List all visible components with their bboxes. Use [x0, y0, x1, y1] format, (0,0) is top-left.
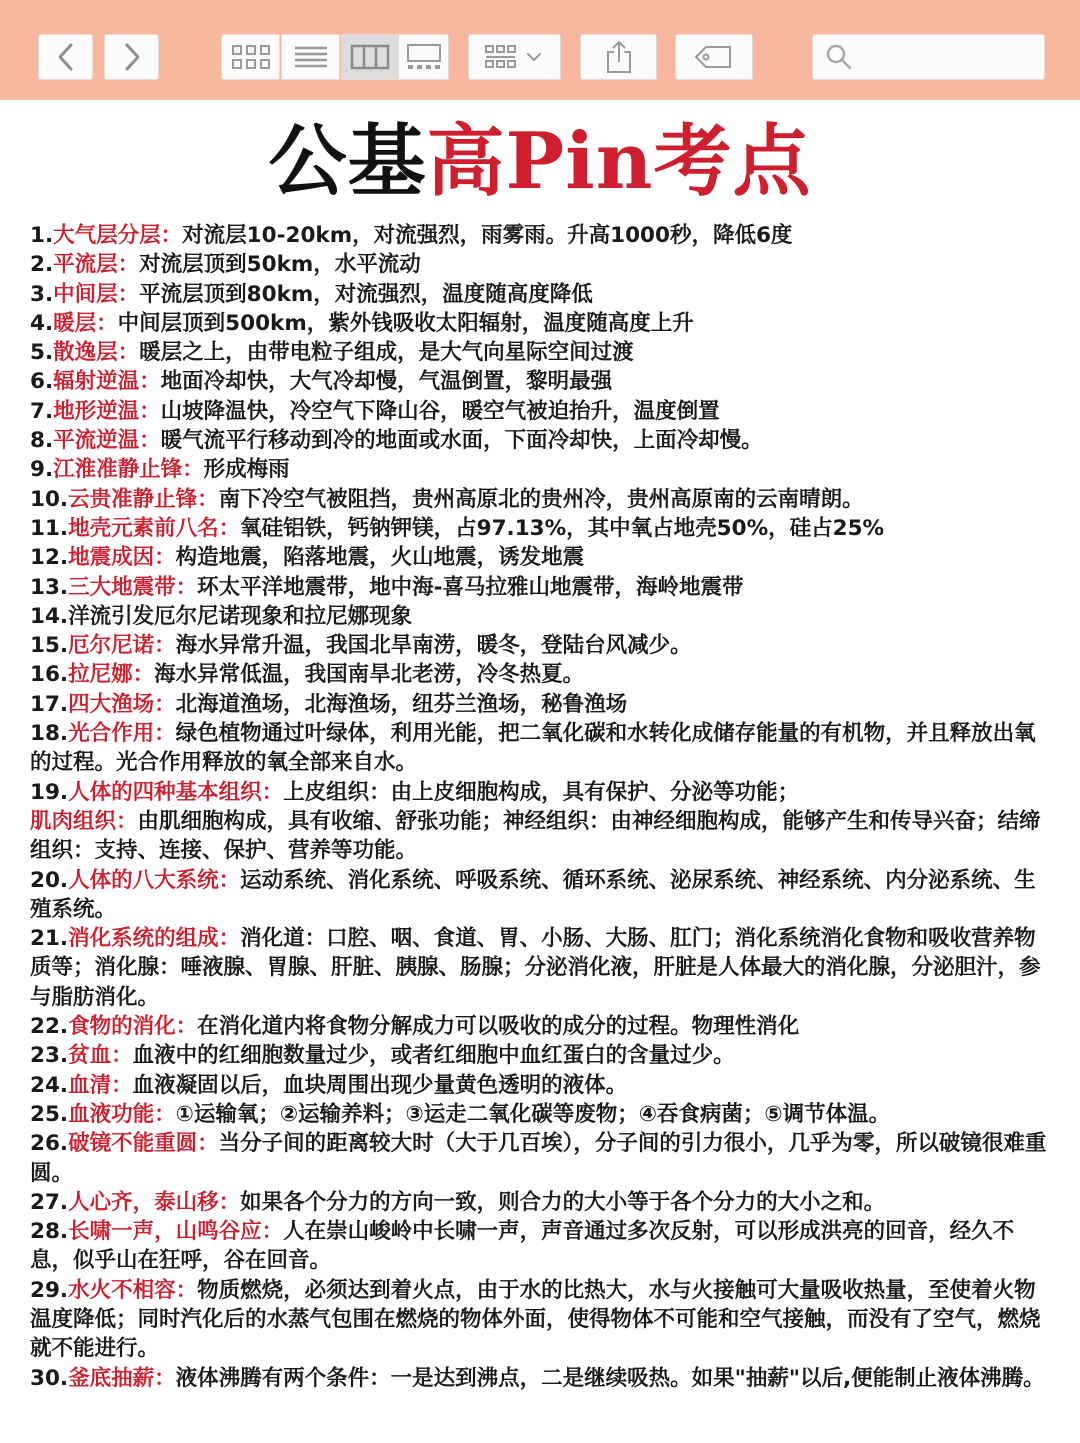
item-number: 4. [30, 310, 54, 336]
item-description: 液体沸腾有两个条件：一是达到沸点，二是继续吸热。如果"抽薪"以后,便能制止液体沸腾。 [175, 1365, 1045, 1391]
item-term: 云贵准静止锋： [68, 486, 219, 512]
item-term: 水火不相容： [68, 1277, 198, 1303]
item-description: 山坡降温快，冷空气下降山谷，暖空气被迫抬升，温度倒置 [160, 398, 720, 424]
item-description: 绿色植物通过叶绿体，利用光能，把二氧化碳和水转化成储存能量的有机物，并且释放出氧的过程。光合作用释放的氧全部来自水。 [30, 721, 1036, 776]
item-term: 人心齐，泰山移： [68, 1189, 241, 1215]
item-description: 南下冷空气被阻挡，贵州高原北的贵州冷，贵州高原南的云南晴朗。 [218, 486, 864, 512]
item-description: 中间层顶到500km，紫外钱吸收太阳辐射，温度随高度上升 [117, 310, 694, 336]
page-title-red: 高Pin考点 [426, 116, 812, 207]
item-term: 四大渔场： [68, 691, 176, 717]
list-item [30, 631, 1055, 660]
tag-button[interactable] [675, 34, 753, 80]
item-number: 11. [30, 515, 69, 541]
item-number: 9. [30, 457, 54, 483]
finder-toolbar [0, 0, 1080, 100]
share-icon [604, 40, 634, 74]
gallery-view-icon [405, 43, 443, 71]
item-number: 2. [30, 252, 54, 278]
list-item [30, 1041, 1055, 1070]
item-number: 12. [30, 545, 69, 571]
view-grid-button[interactable] [221, 34, 280, 80]
column-view-icon [350, 44, 390, 70]
item-number: 28. [30, 1219, 69, 1245]
item-number: 18. [30, 721, 69, 747]
item-description: 暖气流平行移动到冷的地面或水面，下面冷却快，上面冷却慢。 [160, 428, 763, 454]
item-term: 长啸一声，山鸣谷应： [68, 1219, 284, 1245]
item-number: 20. [30, 867, 69, 893]
item-number: 25. [30, 1101, 69, 1127]
item-description: 洋流引发厄尔尼诺现象和拉尼娜现象 [68, 603, 413, 629]
item-description: 上皮组织：由上皮细胞构成，具有保护、分泌等功能； [283, 779, 800, 805]
page-title-black: 公基 [268, 116, 427, 207]
item-description: 环太平洋地震带，地中海-喜马拉雅山地震带，海岭地震带 [197, 574, 744, 600]
item-term: 拉尼娜： [68, 662, 155, 688]
item-number: 14. [30, 603, 69, 629]
item-number: 30. [30, 1365, 69, 1391]
item-description: 人在崇山峻岭中长啸一声，声音通过多次反射，可以形成洪亮的回音，经久不息，似乎山在狂呼，谷在回音。 [30, 1219, 1015, 1274]
item-term: 光合作用： [68, 721, 176, 747]
item-description: 物质燃烧，必须达到着火点，由于水的比热大，水与火接触可大量吸收热量，至使着火物温度降低；同时汽化后的水蒸气包围在燃烧的物体外面，使得物体不可能和空气接触，而没有了空气，燃烧就不能进行。 [30, 1277, 1041, 1362]
item-description: 如果各个分力的方向一致，则合力的大小等于各个分力的大小之和。 [240, 1189, 886, 1215]
search-field[interactable] [812, 34, 1045, 80]
item-term: 釜底抽薪： [68, 1365, 176, 1391]
list-item [30, 367, 1055, 396]
list-item [30, 719, 1055, 778]
share-button[interactable] [580, 34, 657, 80]
item-description: 对流层10-20km，对流强烈，雨雾雨。升高1000秒，降低6度 [182, 223, 793, 248]
item-description: 消化道：口腔、咽、食道、胃、小肠、大肠、肛门；消化系统消化食物和吸收营养物质等；消化腺：唾液腺、胃腺、肝脏、胰腺、肠腺；分泌消化液，肝脏是人体最大的消化腺，分泌胆汁，参与脂肪消化。 [30, 926, 1041, 1010]
item-number: 22. [30, 1014, 69, 1040]
item-term: 地壳元素前八名： [68, 515, 241, 541]
list-item [30, 573, 1055, 602]
item-term: 地形逆温： [53, 398, 161, 424]
group-by-button[interactable] [468, 34, 561, 80]
item-number: 5. [30, 340, 54, 366]
list-item [30, 426, 1055, 455]
list-item [30, 602, 1055, 631]
list-item [30, 866, 1055, 925]
list-item [30, 1364, 1055, 1393]
group-by-icon [482, 43, 548, 71]
item-number: 10. [30, 486, 69, 512]
list-item [30, 250, 1055, 279]
item-number: 27. [30, 1189, 69, 1215]
item-term: 地震成因： [68, 545, 176, 571]
item-term: 破镜不能重圆： [68, 1131, 219, 1157]
list-item [30, 1012, 1055, 1041]
item-number: 3. [30, 281, 54, 307]
item-number: 6. [30, 369, 54, 395]
chevron-right-icon [121, 42, 143, 72]
list-item [30, 690, 1055, 719]
item-term: 江淮准静止锋： [53, 457, 204, 483]
item-term: 消化系统的组成： [68, 926, 241, 952]
back-button[interactable] [38, 34, 93, 80]
tag-icon [694, 44, 734, 70]
list-item [30, 543, 1055, 572]
item-term: 散逸层： [53, 340, 140, 366]
item-description: 海水异常低温，我国南旱北老涝，冷冬热夏。 [154, 662, 585, 688]
item-description: 由肌细胞构成，具有收缩、舒张功能；神经组织：由神经细胞构成，能够产生和传导兴奋；结缔组织：支持、连接、保护、营养等功能。 [30, 808, 1041, 864]
list-item [30, 338, 1055, 367]
item-term: 平流层： [53, 252, 140, 278]
list-item [30, 514, 1055, 543]
item-number: 8. [30, 428, 54, 454]
list-item [30, 778, 1055, 807]
item-term: 暖层： [53, 310, 118, 336]
list-item [30, 485, 1055, 514]
list-item [30, 1217, 1055, 1276]
search-icon [825, 43, 853, 71]
list-item [30, 1188, 1055, 1217]
item-term: 三大地震带： [68, 574, 198, 600]
list-item [30, 924, 1055, 1012]
list-item [30, 1100, 1055, 1129]
item-term: 肌肉组织： [30, 808, 138, 834]
item-number: 26. [30, 1131, 69, 1157]
view-list-button[interactable] [281, 34, 340, 80]
item-term: 贫血： [68, 1043, 133, 1069]
view-gallery-button[interactable] [398, 34, 449, 80]
page-title [0, 116, 1080, 208]
item-description: 形成梅雨 [203, 457, 290, 483]
item-term: 血液功能： [68, 1101, 176, 1127]
item-number: 23. [30, 1043, 69, 1069]
list-item [30, 1129, 1055, 1188]
view-columns-button[interactable] [341, 34, 398, 80]
list-item [30, 221, 1055, 250]
list-item [30, 660, 1055, 689]
item-description: ①运输氧；②运输养料；③运走二氧化碳等废物；④吞食病菌；⑤调节体温。 [175, 1101, 891, 1127]
item-number: 16. [30, 662, 69, 688]
item-description: 暖层之上，由带电粒子组成，是大气向星际空间过渡 [139, 340, 634, 366]
item-number: 21. [30, 926, 69, 952]
list-item [30, 807, 1055, 866]
item-description: 平流层顶到80km，对流强烈，温度随高度降低 [139, 281, 593, 307]
item-term: 人体的四种基本组织： [68, 779, 284, 805]
item-description: 血液中的红细胞数量过少，或者红细胞中血红蛋白的含量过少。 [132, 1043, 735, 1069]
list-item [30, 397, 1055, 426]
item-description: 北海道渔场，北海渔场，纽芬兰渔场，秘鲁渔场 [175, 691, 628, 717]
list-item [30, 455, 1055, 484]
list-view-icon [293, 44, 329, 70]
list-item [30, 309, 1055, 338]
item-number: 29. [30, 1277, 69, 1303]
list-item [30, 280, 1055, 309]
item-term: 平流逆温： [53, 428, 161, 454]
item-description: 血液凝固以后，血块周围出现少量黄色透明的液体。 [132, 1072, 628, 1098]
exam-points-list [30, 221, 1055, 1393]
item-description: 当分子间的距离较大时（大于几百埃），分子间的引力很小，几乎为零，所以破镜很难重圆。 [30, 1131, 1047, 1186]
grid-view-icon [231, 43, 271, 71]
item-number: 13. [30, 574, 69, 600]
list-item [30, 1276, 1055, 1364]
item-description: 地面冷却快，大气冷却慢，气温倒置，黎明最强 [160, 369, 613, 395]
item-term: 中间层： [53, 281, 140, 307]
chevron-left-icon [55, 42, 77, 72]
search-input[interactable] [861, 46, 1035, 69]
item-number: 7. [30, 398, 54, 424]
item-term: 食物的消化： [68, 1014, 198, 1040]
item-number: 19. [30, 779, 69, 805]
item-term: 大气层分层： [53, 223, 183, 248]
forward-button[interactable] [104, 34, 159, 80]
list-item [30, 1071, 1055, 1100]
item-description: 对流层顶到50km，水平流动 [139, 252, 421, 278]
item-description: 构造地震，陷落地震，火山地震，诱发地震 [175, 545, 585, 571]
item-number: 15. [30, 633, 69, 659]
item-description: 氧硅铝铁，钙钠钾镁，占97.13%，其中氧占地壳50%，硅占25% [240, 515, 885, 541]
item-description: 海水异常升温，我国北旱南涝，暖冬，登陆台风减少。 [175, 633, 692, 659]
item-number: 24. [30, 1072, 69, 1098]
item-term: 人体的八大系统： [68, 867, 241, 893]
item-description: 运动系统、消化系统、呼吸系统、循环系统、泌尿系统、神经系统、内分泌系统、生殖系统。 [30, 867, 1036, 922]
item-term: 血清： [68, 1072, 133, 1098]
item-description: 在消化道内将食物分解成力可以吸收的成分的过程。物理性消化 [197, 1014, 800, 1040]
item-term: 辐射逆温： [53, 369, 161, 395]
item-term: 厄尔尼诺： [68, 633, 176, 659]
item-number: 17. [30, 691, 69, 717]
item-number: 1. [30, 223, 54, 248]
